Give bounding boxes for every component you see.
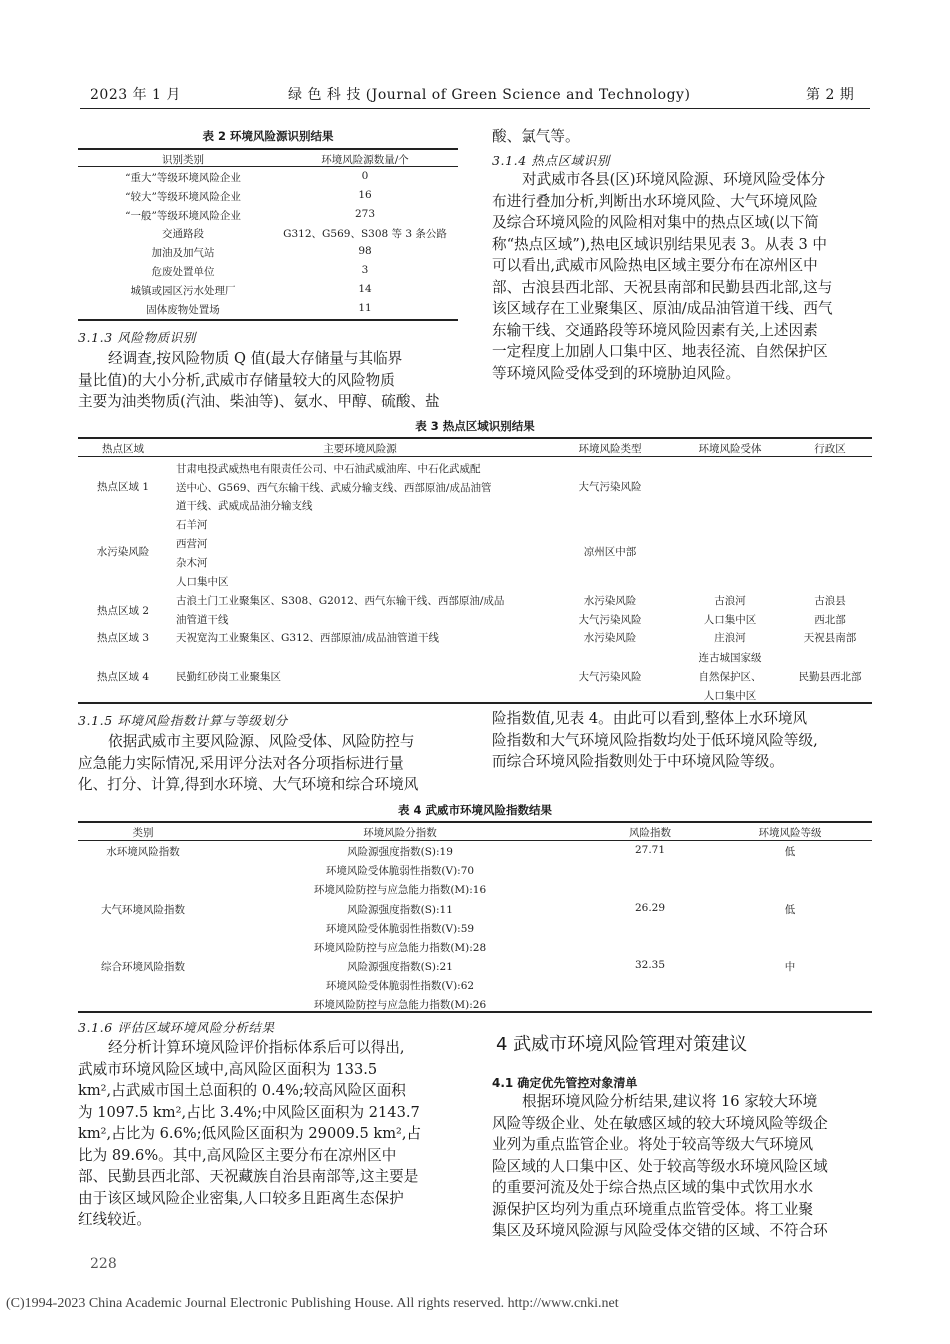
table3-caption: 表 3 热点区域识别结果	[415, 419, 535, 433]
text-line: 根据环境风险分析结果,建议将 16 家较大环境	[522, 1093, 818, 1110]
text-line: 量比值)的大小分析,武威市存储量较大的风险物质	[78, 371, 395, 389]
table3-sources	[176, 592, 504, 630]
text-line: 经分析计算环境风险评价指标体系后可以得出,	[108, 1039, 405, 1056]
table4-index: 26.29	[634, 901, 666, 914]
table2-cell-category: 固体废物处置场	[146, 303, 220, 316]
table2-cell-category: 加油及加气站	[151, 247, 215, 260]
text-line: 等环境风险受体受到的环境胁迫风险。	[492, 364, 741, 382]
table2-cell-category: “较大”等级环境风险企业	[125, 190, 241, 203]
table3-area: 热点区域 4	[96, 671, 150, 683]
text-line: 武威市环境风险区域中,高风险区面积为 133.5	[78, 1060, 378, 1078]
text-line: 东输干线、交通路段等环境风险因素有关,上述因素	[492, 321, 818, 339]
text-line: 道干线、武威成品油分输支线	[176, 500, 313, 512]
table2-cell-category: “一般”等级环境风险企业	[125, 209, 241, 222]
table4-category: 水环境风险指数	[106, 846, 180, 858]
text-line: 对武威市各县(区)环境风险源、环境风险受体分	[522, 171, 826, 188]
table3-area: 热点区域 2	[96, 605, 150, 617]
text-line: 人口集中区	[703, 690, 757, 702]
section-315-continuation	[492, 708, 872, 773]
table4-category: 大气环境风险指数	[101, 903, 185, 916]
table2-cell-count: 273	[354, 207, 376, 220]
section-41-body	[492, 1091, 872, 1242]
section-316-body	[78, 1037, 458, 1231]
text-line: 险指数值,见表 4。由此可以看到,整体上水环境风	[492, 710, 808, 727]
table2-cell-count: 11	[358, 301, 372, 314]
issue-number: 第 2 期	[806, 87, 855, 103]
table3-sources: 天祝宽沟工业聚集区、G312、西部原油/成品油管道干线	[176, 632, 439, 644]
text-line: 人口集中区	[176, 576, 229, 588]
section-4-heading: 4 武威市环境风险管理对策建议	[496, 1034, 748, 1055]
text-line: 连古城国家级	[698, 652, 762, 664]
section-313-body	[78, 348, 460, 413]
table4-index: 32.35	[634, 959, 666, 971]
section-316-heading: 3.1.6 评估区域环境风险分析结果	[78, 1020, 275, 1035]
text-line: 大气污染风险	[578, 614, 642, 626]
table4-head-rule	[78, 840, 872, 841]
section-314-body	[492, 169, 872, 384]
table3-area: 热点区域 3	[96, 632, 150, 644]
text-line: 应急能力实际情况,采用评分法对各分项指标进行量	[78, 754, 404, 772]
table4-subindex: 环境风险受体脆弱性指数(V):62	[325, 980, 475, 993]
table2-cell-category: “重大”等级环境风险企业	[125, 172, 241, 184]
journal-title: 绿 色 科 技 (Journal of Green Science and Technology)	[288, 87, 691, 103]
text-line: 风险等级企业、处在敏感区域的较大环境风险等级企	[492, 1114, 828, 1132]
section-315-heading: 3.1.5 环境风险指数计算与等级划分	[78, 713, 288, 728]
section-41-heading: 4.1 确定优先管控对象清单	[492, 1076, 638, 1090]
table3-receptors: 庄浪河	[714, 632, 746, 644]
table4-subindex: 风险源强度指数(S):11	[347, 903, 453, 916]
table3-type: 大气污染风险	[578, 481, 642, 493]
table3-receptors	[670, 592, 790, 630]
table2-cell-category: 交通路段	[162, 228, 204, 241]
table3-admin: 凉州区中部	[583, 546, 637, 558]
table3-type: 水污染风险	[583, 632, 637, 644]
text-line: 油管道干线	[176, 614, 229, 626]
text-line: 古浪县	[814, 595, 846, 607]
text-line: 比为 89.6%。其中,高风险区主要分布在凉州区中	[78, 1146, 397, 1164]
table3-col-3: 环境风险类型	[578, 443, 642, 455]
text-line: 古浪土门工业聚集区、S308、G2012、西气东输干线、西部原油/成品	[176, 595, 505, 607]
table3-col-5: 行政区	[814, 443, 846, 455]
table2-bottom-rule	[78, 319, 458, 321]
table4-subindex: 风险源强度指数(S):19	[347, 846, 453, 858]
table4-col-3: 风险指数	[629, 827, 671, 839]
text-line: 西营河	[176, 538, 208, 550]
section-313-heading: 3.1.3 风险物质识别	[78, 330, 196, 345]
table2-head-rule	[78, 166, 458, 167]
table2-cell-count: 98	[358, 245, 372, 258]
text-line: 险区域的人口集中区、处于较高等级水环境风险区域	[492, 1157, 828, 1175]
text-line: 一定程度上加剧人口集中区、地表径流、自然保护区	[492, 343, 828, 360]
table3-col-4: 环境风险受体	[698, 443, 762, 455]
text-line: 源保护区均列为重点环境重点监管受体。将工业聚	[492, 1200, 814, 1218]
table2-cell-count: 3	[361, 264, 369, 276]
table4-col-1: 类别	[132, 827, 154, 839]
text-line: 古浪河	[714, 595, 746, 607]
table3-area: 热点区域 1	[96, 481, 150, 493]
table2-cell-count: G312、G569、S308 等 3 条公路	[283, 228, 447, 241]
header-rule	[80, 108, 870, 109]
section-315-body	[78, 731, 460, 796]
table3-area: 水污染风险	[96, 546, 150, 558]
text-line: 水污染风险	[583, 595, 637, 607]
text-line: 部、民勤县西北部、天祝藏族自治县南部等,这主要是	[78, 1168, 419, 1185]
table4-subindex: 环境风险受体脆弱性指数(V):70	[325, 865, 475, 878]
text-line: 该区域存在工业聚集区、原油/成品油管道干线、西气	[492, 300, 833, 317]
table3-head-rule	[78, 456, 872, 457]
text-line: 及综合环境风险的风险相对集中的热点区域(以下简	[492, 214, 819, 231]
table4-subindex: 风险源强度指数(S):21	[347, 961, 453, 973]
table2-col-1: 识别类别	[162, 154, 204, 166]
table4-category: 综合环境风险指数	[101, 961, 185, 973]
text-line: 主要为油类物质(汽油、柴油等)、氨水、甲醇、硫酸、盐	[78, 393, 440, 410]
table3-admin: 天祝县南部	[803, 632, 857, 644]
text-line: 化、打分、计算,得到水环境、大气环境和综合环境风	[78, 776, 419, 793]
table2-cell-count: 16	[358, 188, 372, 201]
text-line: 可以看出,武威市风险热电区域主要分布在凉州区中	[492, 257, 818, 274]
table2-cell-count: 14	[358, 282, 372, 295]
text-line: 由于该区域风险企业密集,人口较多且距离生态保护	[78, 1189, 404, 1207]
table3-type: 大气污染风险	[578, 671, 642, 683]
table4-level: 低	[784, 846, 796, 858]
table3-receptors	[670, 649, 790, 706]
table3-type	[555, 592, 665, 630]
text-line: 称“热点区域”),热电区域识别结果见表 3。从表 3 中	[492, 235, 828, 253]
copyright-footer: (C)1994-2023 China Academic Journal Electronic Publishing House. All rights reserved. http://www.cnki.net	[6, 1296, 619, 1311]
text-line: km²,占比为 6.6%;低风险区面积为 29009.5 km²,占	[78, 1125, 422, 1142]
table2-caption: 表 2 环境风险源识别结果	[202, 129, 334, 143]
table4-index: 27.71	[634, 844, 666, 856]
text-line: 的重要河流及处于综合热点区域的集中式饮用水水	[492, 1179, 814, 1196]
table4-caption: 表 4 武威市环境风险指数结果	[397, 803, 552, 817]
table3-sources: 民勤红砂岗工业聚集区	[176, 671, 281, 683]
text-line: 人口集中区	[703, 614, 757, 626]
table2-top-rule	[78, 148, 458, 150]
table4-subindex: 环境风险防控与应急能力指数(M):26	[313, 999, 487, 1012]
table3-sources	[176, 460, 491, 516]
text-line: 布进行叠加分析,判断出水环境风险、大气环境风险	[492, 192, 818, 210]
table4-col-4: 环境风险等级	[758, 827, 822, 839]
text-line: 而综合环境风险指数则处于中环境风险等级。	[492, 753, 784, 770]
table3-receptors	[176, 516, 229, 592]
table3-admin: 民勤县西北部	[798, 671, 862, 683]
page-number: 228	[90, 1256, 117, 1272]
text-line: 依据武威市主要风险源、风险受体、风险防控与	[108, 733, 415, 750]
table2-cell-count: 0	[361, 170, 369, 182]
table3-col-2: 主要环境风险源	[323, 443, 397, 455]
text-line: km²,占武威市国土总面积的 0.4%;较高风险区面积	[78, 1082, 406, 1099]
table4-bottom-rule	[78, 1011, 872, 1013]
table4-level: 中	[784, 961, 796, 973]
text-line: 为 1097.5 km²,占比 3.4%;中风险区面积为 2143.7	[78, 1103, 420, 1121]
text-line: 自然保护区、	[698, 671, 762, 683]
text-line: 红线较近。	[78, 1211, 151, 1228]
text-line: 集区及环境风险源与风险受体交错的区域、不符合环	[492, 1222, 828, 1239]
text-line: 经调查,按风险物质 Q 值(最大存储量与其临界	[108, 350, 403, 367]
table2-col-2: 环境风险源数量/个	[321, 154, 409, 166]
table3-admin	[785, 592, 875, 630]
text-line: 送中心、G569、西气东输干线、武威分输支线、西部原油/成品油管	[176, 481, 492, 494]
table3-top-rule	[78, 437, 872, 439]
table4-level: 低	[784, 903, 796, 916]
table4-col-2: 环境风险分指数	[363, 827, 437, 839]
text-line: 杂木河	[176, 557, 208, 569]
text-line: 业列为重点监管企业。将处于较高等级大气环境风	[492, 1136, 814, 1153]
section-313-continuation: 酸、氯气等。	[492, 128, 580, 145]
text-line: 部、古浪县西北部、天祝县南部和民勤县西北部,这与	[492, 278, 833, 296]
table4-top-rule	[78, 821, 872, 823]
table4-subindex: 环境风险受体脆弱性指数(V):59	[325, 922, 475, 935]
text-line: 甘肃电投武威热电有限责任公司、中石油武威油库、中石化武威配	[176, 463, 481, 475]
table3-col-1: 热点区域	[102, 443, 144, 455]
header-date: 2023 年 1 月	[90, 87, 181, 103]
section-314-heading: 3.1.4 热点区域识别	[492, 153, 610, 168]
table3-bottom-rule	[78, 702, 872, 704]
table2-cell-category: 危废处置单位	[151, 266, 215, 278]
table4-subindex: 环境风险防控与应急能力指数(M):16	[313, 884, 487, 897]
table2-cell-category: 城镇或园区污水处理厂	[130, 284, 236, 297]
table4-subindex: 环境风险防控与应急能力指数(M):28	[313, 941, 487, 954]
text-line: 险指数和大气环境风险指数均处于低环境风险等级,	[492, 731, 818, 749]
text-line: 西北部	[814, 614, 846, 626]
text-line: 石羊河	[176, 519, 208, 531]
